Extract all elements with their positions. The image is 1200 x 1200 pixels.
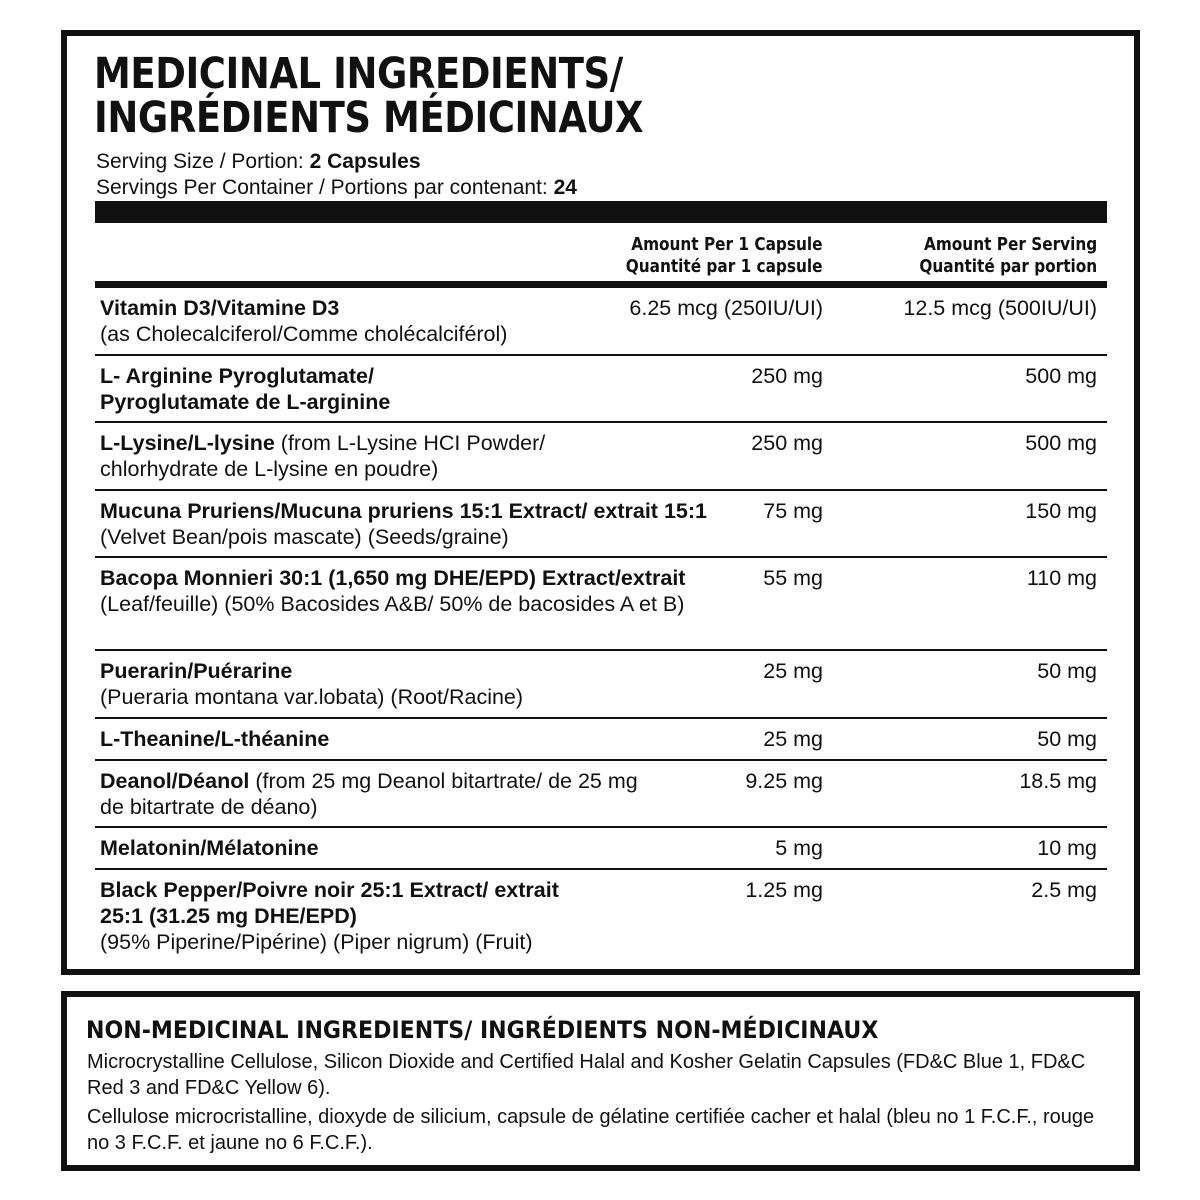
ingredient-name-bold: Mucuna Pruriens/Mucuna pruriens 15:1 Extract/ extrait 15:1 [100, 499, 707, 523]
ingredient-name [100, 363, 460, 415]
serving-size [96, 150, 421, 174]
amount-per-capsule: 250 mg [751, 364, 823, 388]
ingredient-name [100, 565, 690, 617]
amount-per-capsule: 6.25 mcg (250IU/UI) [629, 296, 823, 320]
ingredient-name-bold: Black Pepper/Poivre noir 25:1 Extract/ extrait 25:1 (31.25 mg DHE/EPD) [100, 878, 559, 928]
servings-per-container-label: Servings Per Container / Portions par contenant: [96, 176, 554, 199]
column-header-per-capsule-en: Amount Per 1 Capsule [631, 234, 823, 255]
ingredient-name-bold: Melatonin/Mélatonine [100, 836, 319, 860]
ingredient-name-bold: Bacopa Monnieri 30:1 (1,650 mg DHE/EPD) Extract/extrait [100, 566, 686, 590]
ingredient-name [100, 768, 640, 820]
amount-per-serving: 10 mg [1037, 836, 1097, 860]
amount-per-capsule: 1.25 mg [745, 878, 823, 902]
table-row [95, 828, 1107, 870]
amount-per-serving: 500 mg [1025, 431, 1097, 455]
table-row [95, 719, 1107, 761]
amount-per-serving: 50 mg [1037, 659, 1097, 683]
table-row [95, 651, 1107, 719]
servings-per-container [96, 176, 577, 200]
ingredient-name-bold: L-Lysine/L-lysine [100, 431, 275, 455]
serving-size-label: Serving Size / Portion: [96, 150, 310, 173]
serving-size-value: 2 Capsules [309, 150, 421, 173]
amount-per-capsule: 25 mg [763, 659, 823, 683]
ingredient-name-bold: L- Arginine Pyroglutamate/ Pyroglutamate de L-arginine [100, 364, 391, 414]
amount-per-capsule: 250 mg [751, 431, 823, 455]
ingredient-name [100, 726, 740, 752]
ingredient-detail: (as Cholecalciferol/Comme cholécalciférol) [100, 322, 508, 346]
column-header-per-serving-fr: Quantité par portion [919, 256, 1097, 277]
ingredient-name [100, 658, 740, 710]
ingredient-name-bold: Deanol/Déanol [100, 769, 250, 793]
amount-per-serving: 150 mg [1025, 499, 1097, 523]
ingredient-detail: (from 25 mg Deanol bitartrate/ de 25 mg de bitartrate de déano) [100, 769, 638, 819]
table-row [95, 423, 1107, 491]
amount-per-serving: 2.5 mg [1031, 878, 1097, 902]
ingredient-name-bold: Vitamin D3/Vitamine D3 [100, 296, 340, 320]
ingredient-name-bold: Puerarin/Puérarine [100, 659, 293, 683]
amount-per-serving: 18.5 mg [1019, 769, 1097, 793]
amount-per-serving: 50 mg [1037, 727, 1097, 751]
medicinal-title [94, 49, 644, 143]
table-row [95, 356, 1107, 423]
ingredient-detail: (Leaf/feuille) (50% Bacosides A&B/ 50% de bacosides A et B) [100, 592, 685, 616]
ingredient-detail: (from L-Lysine HCI Powder/ chlorhydrate de L-lysine en poudre) [100, 431, 546, 481]
column-header-divider [95, 281, 1107, 288]
non-medicinal-french-text: Cellulose microcristalline, dioxyde de silicium, capsule de gélatine certifiée cacher et halal (bleu no 1 F.C.F., rouge no 3 F.C.F. et jaune no 6 F.C.F.). [87, 1106, 1095, 1154]
ingredient-detail: (Velvet Bean/pois mascate) (Seeds/graine) [100, 525, 509, 549]
medicinal-title-line-2: INGRÉDIENTS MÉDICINAUX [94, 93, 644, 143]
amount-per-capsule: 25 mg [763, 727, 823, 751]
servings-per-container-value: 24 [553, 176, 577, 199]
table-row [95, 558, 1107, 651]
amount-per-serving: 12.5 mcg (500IU/UI) [903, 296, 1097, 320]
column-header-per-serving [919, 234, 1097, 278]
table-row [95, 870, 1107, 966]
non-medicinal-ingredients-panel [61, 991, 1140, 1171]
amount-per-capsule: 75 mg [763, 499, 823, 523]
ingredient-detail: (95% Piperine/Pipérine) (Piper nigrum) (Fruit) [100, 930, 533, 954]
amount-per-capsule: 5 mg [775, 836, 823, 860]
ingredient-table [95, 288, 1107, 966]
column-header-per-serving-en: Amount Per Serving [923, 234, 1097, 255]
amount-per-serving: 110 mg [1026, 566, 1097, 590]
non-medicinal-english-text: Microcrystalline Cellulose, Silicon Dioxide and Certified Halal and Kosher Gelatin Capsules (FD&C Blue 1, FD&C Red 3 and FD&C Yellow 6). [87, 1051, 1086, 1099]
ingredient-name [100, 877, 590, 955]
ingredient-detail: (Pueraria montana var.lobata) (Root/Racine) [100, 685, 524, 709]
column-header-per-capsule-fr: Quantité par 1 capsule [626, 256, 823, 277]
non-medicinal-title: NON-MEDICINAL INGREDIENTS/ INGRÉDIENTS NON-MÉDICINAUX [86, 1016, 879, 1044]
medicinal-ingredients-panel [61, 30, 1140, 975]
table-row [95, 288, 1107, 356]
ingredient-name [100, 498, 730, 550]
column-header-per-capsule [626, 234, 823, 278]
table-row [95, 761, 1107, 828]
amount-per-serving: 500 mg [1025, 364, 1097, 388]
amount-per-capsule: 9.25 mg [745, 769, 823, 793]
ingredient-name [100, 430, 660, 482]
medicinal-title-line-1: MEDICINAL INGREDIENTS/ [94, 49, 623, 99]
amount-per-capsule: 55 mg [763, 566, 823, 590]
ingredient-name-bold: L-Theanine/L-théanine [100, 727, 330, 751]
header-divider-bar [95, 201, 1107, 223]
ingredient-name [100, 835, 740, 861]
table-row [95, 491, 1107, 558]
